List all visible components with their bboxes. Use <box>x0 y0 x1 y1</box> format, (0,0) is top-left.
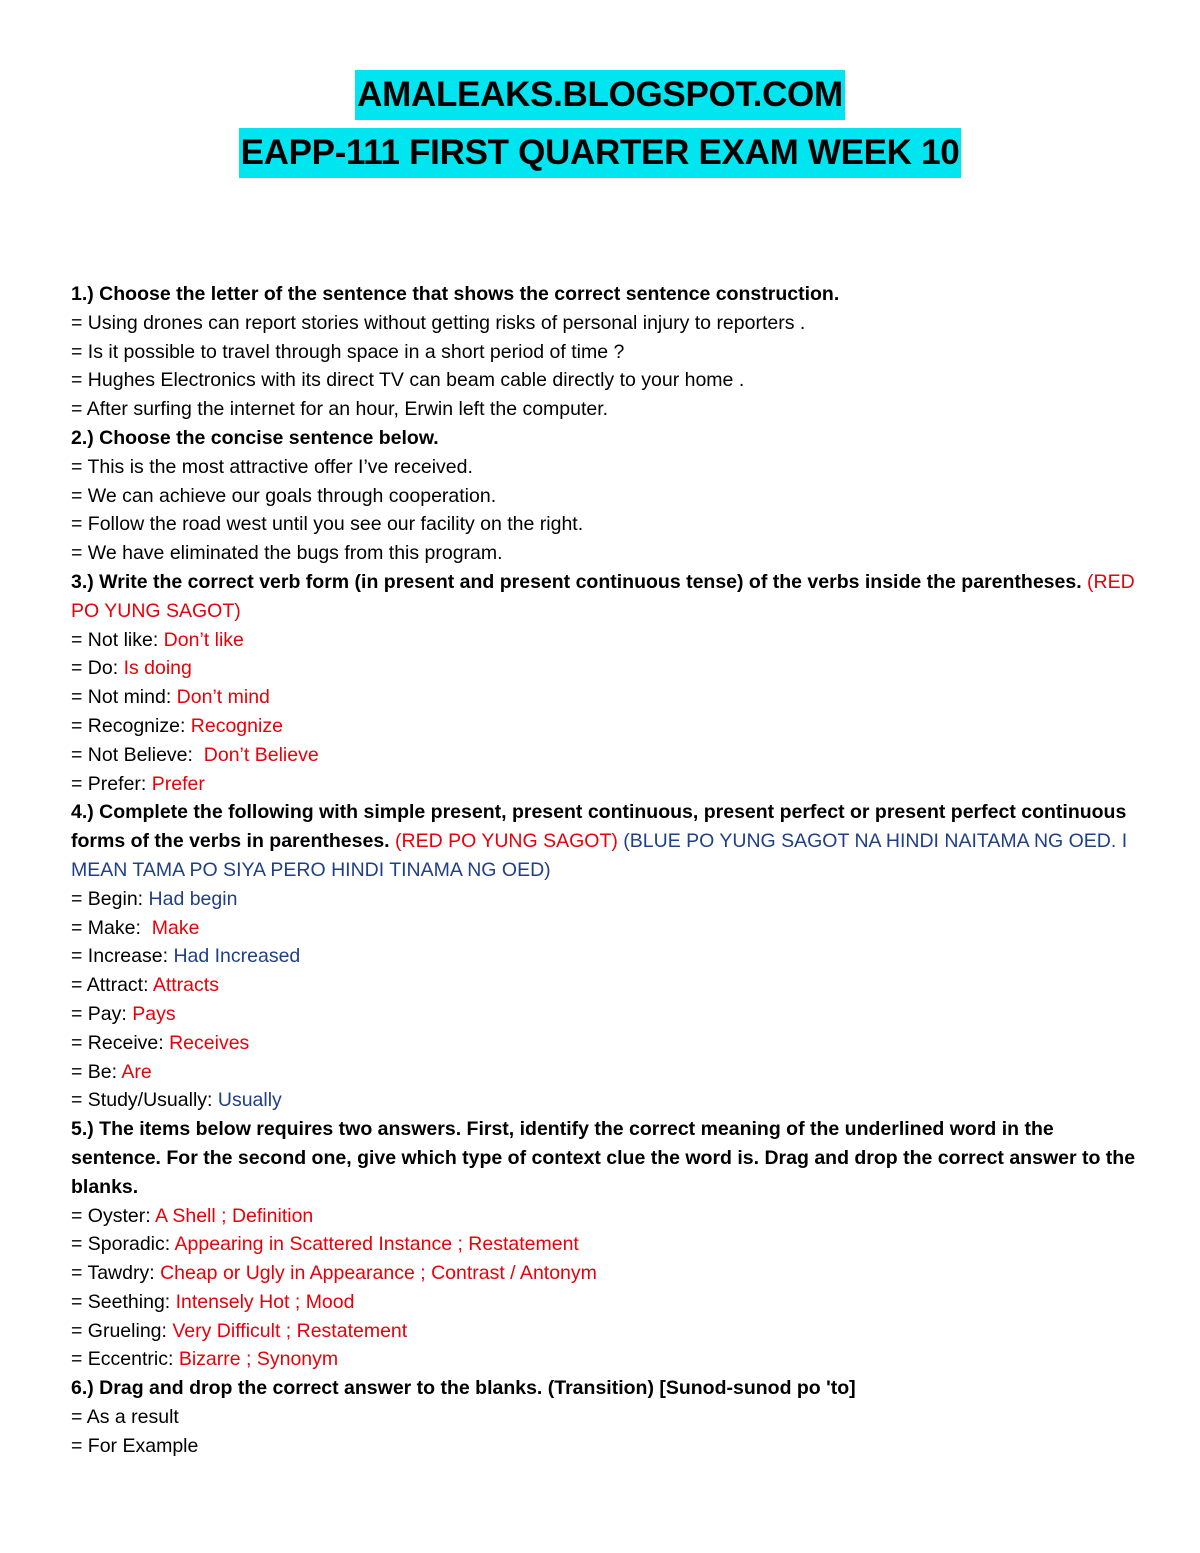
answer: Had Increased <box>173 945 301 968</box>
q3-item: = Not mind: Don’t mind <box>71 686 270 709</box>
answer: Receives <box>169 1031 250 1054</box>
answer: Pays <box>132 1002 176 1025</box>
answer: Very Difficult ; Restatement <box>172 1319 408 1342</box>
question-2: 2.) Choose the concise sentence below. <box>71 426 439 449</box>
q2-option: = We have eliminated the bugs from this program. <box>71 542 503 565</box>
answer: Make <box>151 916 200 939</box>
answer: Usually <box>217 1089 282 1112</box>
q5-item: = Eccentric: Bizarre ; Synonym <box>71 1348 339 1371</box>
q4-item: = Increase: Had Increased <box>71 945 301 968</box>
blue-answer-note: (BLUE PO YUNG SAGOT NA HINDI NAITAMA NG OED. I MEAN TAMA PO SIYA PERO HINDI TINAMA NG OED) <box>71 830 1128 881</box>
answer: A Shell ; Definition <box>155 1204 314 1227</box>
q4-item: = Begin: Had begin <box>71 887 238 910</box>
answer: Don’t Believe <box>203 743 319 766</box>
q2-option: = Follow the road west until you see our facility on the right. <box>71 513 584 536</box>
q5-item: = Grueling: Very Difficult ; Restatement <box>71 1319 408 1342</box>
answer: Don’t like <box>163 628 244 651</box>
q3-item: = Prefer: Prefer <box>71 772 205 795</box>
q5-item: = Sporadic: Appearing in Scattered Instance ; Restatement <box>71 1233 579 1256</box>
answer: Had begin <box>148 887 238 910</box>
question-3-text: 3.) Write the correct verb form (in present and present continuous tense) of the verbs inside the parentheses. <box>71 570 1082 593</box>
question-4-text: 4.) Complete the following with simple present, present continuous, present perfect or present perfect continuous forms of the verbs in parentheses. <box>71 801 1127 853</box>
q4-item: = Pay: Pays <box>71 1002 176 1025</box>
answer: Bizarre ; Synonym <box>178 1348 339 1371</box>
question-4 <box>71 798 1141 884</box>
q1-option: = Using drones can report stories without getting risks of personal injury to reporters . <box>71 311 806 334</box>
answer: Are <box>121 1060 152 1083</box>
q4-item: = Attract: Attracts <box>71 974 219 997</box>
question-6: 6.) Drag and drop the correct answer to the blanks. (Transition) [Sunod-sunod po 'to] <box>71 1377 856 1400</box>
q3-item: = Not like: Don’t like <box>71 628 244 651</box>
q6-item: = As a result <box>71 1406 179 1429</box>
q3-item: = Do: Is doing <box>71 657 192 680</box>
answer: Recognize <box>190 714 283 737</box>
q3-item: = Recognize: Recognize <box>71 714 283 737</box>
question-3 <box>71 568 1141 626</box>
q4-item: = Receive: Receives <box>71 1031 250 1054</box>
answer: Is doing <box>123 657 192 680</box>
question-5: 5.) The items below requires two answers. First, identify the correct meaning of the underlined word in the sentence. For the second one, give which type of context clue the word is. Drag and drop the correct answer to the blanks. <box>71 1118 1136 1198</box>
q4-item: = Be: Are <box>71 1060 152 1083</box>
q2-option: = This is the most attractive offer I’ve received. <box>71 455 473 478</box>
site-title: AMALEAKS.BLOGSPOT.COM <box>355 70 845 120</box>
answer: Don’t mind <box>176 686 270 709</box>
red-answer-note: (RED PO YUNG SAGOT) <box>395 830 618 853</box>
answer: Appearing in Scattered Instance ; Restatement <box>174 1233 579 1256</box>
q5-item: = Oyster: A Shell ; Definition <box>71 1204 314 1227</box>
red-answer-note: (RED PO YUNG SAGOT) <box>71 570 1135 622</box>
q4-item: = Make: Make <box>71 916 200 939</box>
q1-option: = Is it possible to travel through space in a short period of time ? <box>71 340 625 363</box>
answer: Intensely Hot ; Mood <box>175 1290 355 1313</box>
document-header <box>0 70 1200 178</box>
q5-item: = Tawdry: Cheap or Ugly in Appearance ; Contrast / Antonym <box>71 1262 597 1285</box>
document-body <box>71 280 1141 1461</box>
q5-item: = Seething: Intensely Hot ; Mood <box>71 1290 355 1313</box>
q6-item: = For Example <box>71 1434 199 1457</box>
question-1: 1.) Choose the letter of the sentence that shows the correct sentence construction. <box>71 283 840 305</box>
q4-item: = Study/Usually: Usually <box>71 1089 282 1112</box>
answer: Attracts <box>152 974 219 997</box>
q1-option: = Hughes Electronics with its direct TV can beam cable directly to your home . <box>71 369 745 392</box>
q1-option: = After surfing the internet for an hour, Erwin left the computer. <box>71 398 609 421</box>
q2-option: = We can achieve our goals through cooperation. <box>71 484 497 507</box>
answer: Prefer <box>151 772 205 795</box>
answer: Cheap or Ugly in Appearance ; Contrast / Antonym <box>160 1262 597 1285</box>
exam-title: EAPP-111 FIRST QUARTER EXAM WEEK 10 <box>239 128 962 178</box>
q3-item: = Not Believe: Don’t Believe <box>71 743 319 766</box>
